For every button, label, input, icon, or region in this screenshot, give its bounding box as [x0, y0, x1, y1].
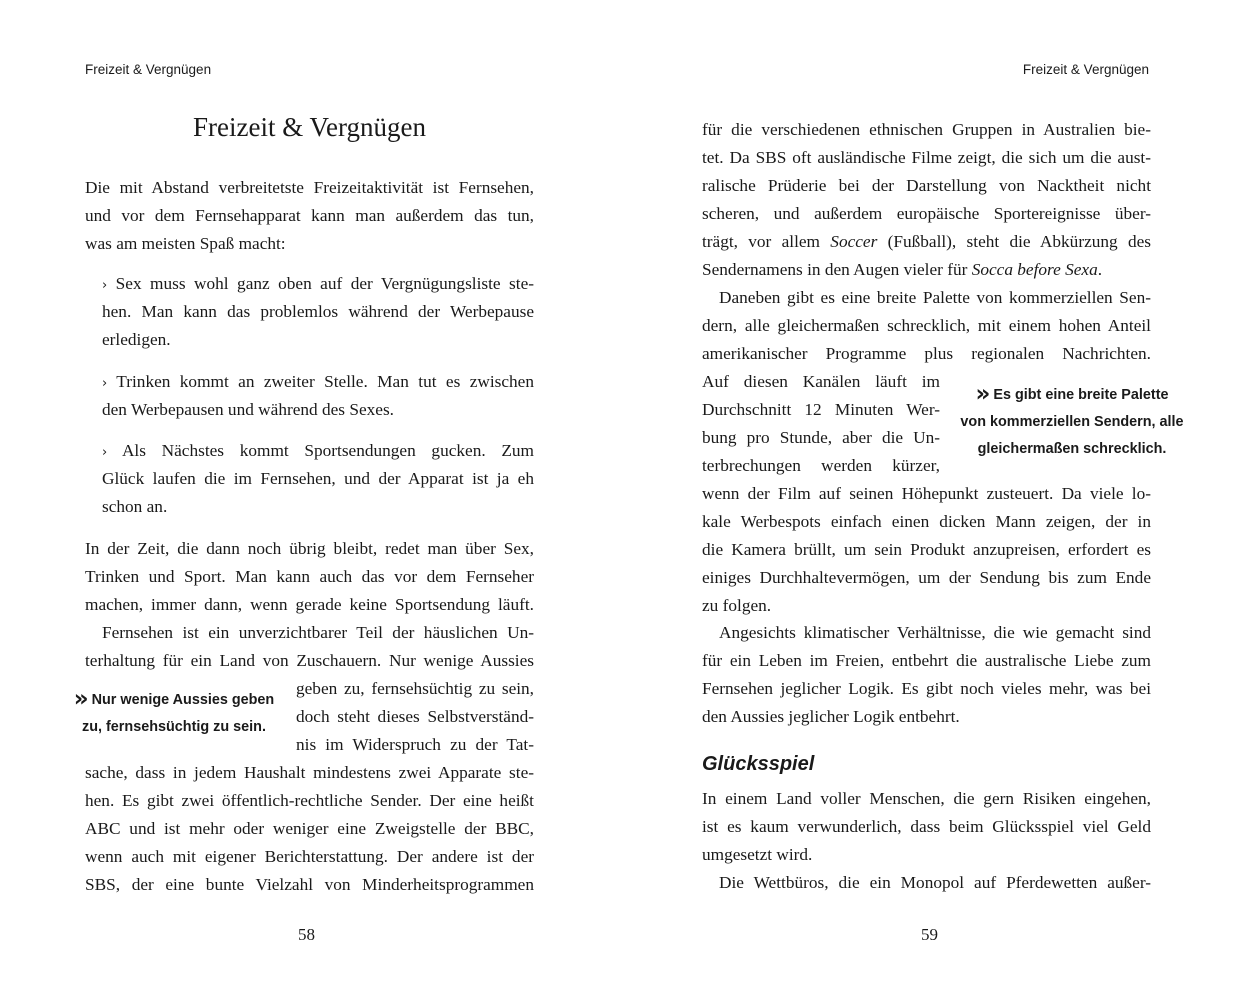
body-line: den Aussies jeglicher Logik entbehrt. [702, 707, 960, 726]
bullet-item-line: den Werbepausen und während des Sexes. [102, 400, 394, 419]
running-head: Freizeit & Vergnügen [85, 62, 212, 77]
body-line: machen, immer dann, wenn gerade keine Sportsendung läuft. [85, 595, 534, 614]
body-line: terbrechungen werden kürzer, [702, 456, 940, 475]
body-line: was am meisten Spaß macht: [85, 234, 286, 253]
body-line: Die Wettbüros, die ein Monopol auf Pferdewetten außer- [719, 873, 1151, 892]
body-line: sache, dass in jedem Haushalt mindestens zwei Apparate ste- [85, 763, 534, 782]
body-line: scheren, und außerdem europäische Sportereignisse über- [702, 204, 1151, 223]
body-line: umgesetzt wird. [702, 845, 813, 864]
body-line: Daneben gibt es eine breite Palette von kommerziellen Sen- [719, 288, 1151, 307]
body-line: für ein Leben im Freien, entbehrt die australische Liebe zum [702, 651, 1151, 670]
body-line: Sendernamens in den Augen vieler für Socca before Sexa. [702, 260, 1103, 279]
body-line: ralische Prüderie bei der Darstellung von Nacktheit nicht [702, 176, 1151, 195]
body-line: trägt, vor allem Soccer (Fußball), steht die Abkürzung des [702, 232, 1152, 251]
bullet-marker: › [102, 445, 108, 460]
body-line: bung pro Stunde, aber die Un- [702, 428, 940, 447]
body-line: In der Zeit, die dann noch übrig bleibt, redet man über Sex, [85, 539, 534, 558]
section-heading: Glücksspiel [702, 753, 815, 775]
body-line: nis im Widerspruch zu der Tat- [296, 735, 534, 754]
running-head: Freizeit & Vergnügen [1022, 62, 1149, 77]
body-line: wenn auch mit eigener Berichterstattung. Der andere ist der [85, 847, 534, 866]
bullet-item-line: › Trinken kommt an zweiter Stelle. Man tut es zwischen [102, 372, 534, 391]
double-chevron-icon: » [73, 686, 86, 712]
body-line: In einem Land voller Menschen, die gern Risiken eingehen, [702, 789, 1151, 808]
body-line: terhaltung für ein Land von Zuschauern. Nur wenige Aussies [85, 651, 534, 670]
right-page [617, 0, 1235, 1000]
body-line: tet. Da SBS oft ausländische Filme zeigt, die sich um die aust- [702, 148, 1151, 167]
body-line: Auf diesen Kanälen läuft im [702, 372, 940, 391]
body-line: SBS, der eine bunte Vielzahl von Minderheitsprogrammen [85, 875, 534, 894]
body-line: kale Werbespots einfach einen dicken Mann zeigen, der in [702, 512, 1151, 531]
bullet-item-line: hen. Man kann das problemlos während der Werbepause [102, 302, 534, 321]
body-line: die Kamera brüllt, um sein Produkt anzupreisen, erfordert es [702, 540, 1151, 559]
page-number: 59 [921, 925, 938, 944]
body-line: Fernsehen ist ein unverzichtbarer Teil der häuslichen Un- [102, 623, 534, 642]
bullet-item-line: schon an. [102, 497, 168, 516]
body-line: einiges Durchhaltevermögen, um der Sendung bis zum Ende [702, 568, 1151, 587]
body-line: Angesichts klimatischer Verhältnisse, die wie gemacht sind [719, 623, 1151, 642]
page-number: 58 [298, 925, 315, 944]
chapter-title: Freizeit & Vergnügen [193, 112, 426, 142]
bullet-item-line: › Sex muss wohl ganz oben auf der Vergnügungsliste ste- [102, 274, 535, 293]
bullet-item-line: erledigen. [102, 330, 171, 349]
body-line: doch steht dieses Selbstverständ- [296, 707, 534, 726]
body-line: dern, alle gleichermaßen schrecklich, mit einem hohen Anteil [702, 316, 1151, 335]
bullet-marker: › [102, 376, 108, 391]
double-chevron-icon: » [975, 381, 988, 407]
body-line: und vor dem Fernsehapparat kann man außerdem das tun, [85, 206, 534, 225]
body-line: wenn der Film auf seinen Höhepunkt zusteuert. Da viele lo- [702, 484, 1151, 503]
body-line: Trinken und Sport. Man kann auch das vor dem Fernseher [85, 567, 534, 586]
bullet-item-line: › Als Nächstes kommt Sportsendungen gucken. Zum [102, 441, 534, 460]
body-line: für die verschiedenen ethnischen Gruppen in Australien bie- [702, 120, 1151, 139]
body-line: ist es kaum verwunderlich, dass beim Glücksspiel viel Geld [702, 817, 1151, 836]
pull-quote: » Es gibt eine breite Palette von kommerziellen Sendern, alle gleichermaßen schrecklich. [960, 381, 1184, 457]
pull-quote: » Nur wenige Aussies geben zu, fernsehsüchtig zu sein. [73, 686, 275, 735]
left-page [0, 0, 617, 1000]
body-line: ABC und ist mehr oder weniger eine Zweigstelle der BBC, [85, 819, 534, 838]
body-line: zu folgen. [702, 596, 772, 615]
body-line: hen. Es gibt zwei öffentlich-rechtliche Sender. Der eine heißt [85, 791, 534, 810]
body-line: amerikanischer Programme plus regionalen Nachrichten. [702, 344, 1151, 363]
body-line: geben zu, fernsehsüchtig zu sein, [296, 679, 534, 698]
bullet-item-line: Glück laufen die im Fernsehen, und der Apparat ist ja eh [102, 469, 534, 488]
bullet-marker: › [102, 278, 108, 293]
body-line: Die mit Abstand verbreitetste Freizeitaktivität ist Fernsehen, [85, 178, 534, 197]
body-line: Fernsehen jeglicher Logik. Es gibt noch vieles mehr, was bei [702, 679, 1151, 698]
body-line: Durchschnitt 12 Minuten Wer- [702, 400, 940, 419]
